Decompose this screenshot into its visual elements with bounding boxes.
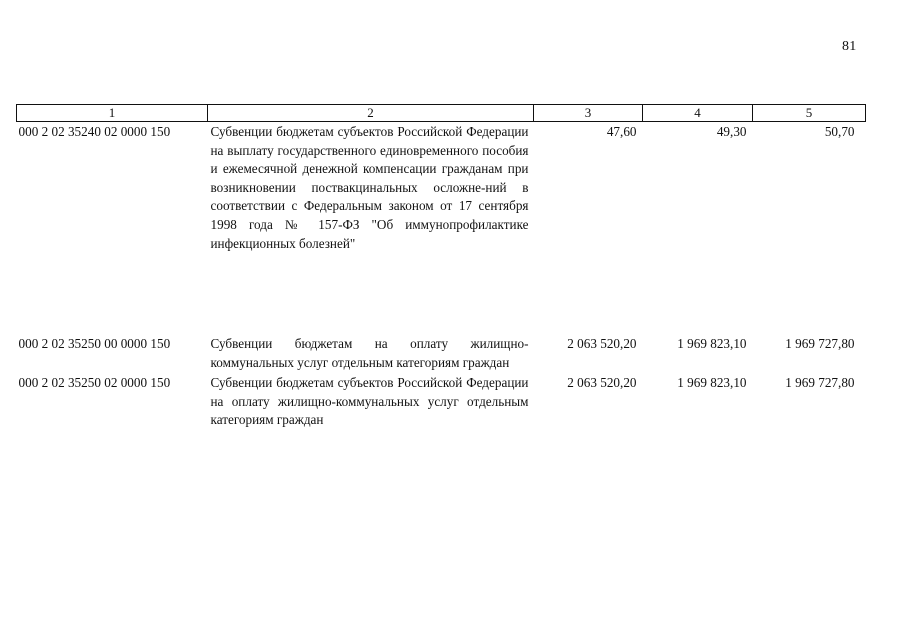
amount-col-5: 1 969 727,80	[785, 336, 855, 351]
column-header-5: 5	[753, 105, 866, 122]
amount-col-5: 50,70	[824, 124, 855, 139]
amount-col-4: 1 969 823,10	[677, 375, 747, 391]
budget-table	[16, 104, 866, 430]
table-row	[17, 372, 866, 430]
amount-col-3: 2 063 520,20	[567, 336, 637, 351]
amount-col-5: 1 969 727,80	[785, 375, 855, 391]
item-name: Субвенции бюджетам субъектов Российской Федерации на выплату государственного единовременного пособия и ежемесячной денежной компенсации гражданам при возникновении поствакцинальных осложне-ний в соответствии с Федеральным законом от 17 сентября 1998 года № 157-ФЗ "Об иммунопрофилактике инфекционных болезней"	[210, 124, 529, 251]
table-header	[17, 105, 866, 122]
header-row	[17, 105, 866, 122]
item-name: Субвенции бюджетам субъектов Российской Федерации на оплату жилищно-коммунальных услуг отдельным категориям граждан	[210, 375, 529, 428]
amount-col-4: 49,30	[716, 124, 747, 139]
page-number: 81	[842, 39, 857, 54]
budget-code: 000 2 02 35250 00 0000 150	[18, 336, 171, 351]
amount-col-3: 47,60	[606, 124, 637, 139]
column-header-1: 1	[17, 105, 208, 122]
table-body	[17, 122, 866, 430]
item-name: Субвенции бюджетам на оплату жилищно-коммунальных услуг отдельным категориям граждан	[210, 336, 529, 370]
budget-code: 000 2 02 35250 02 0000 150	[18, 375, 171, 391]
column-header-4: 4	[643, 105, 753, 122]
budget-code: 000 2 02 35240 02 0000 150	[18, 124, 171, 139]
amount-col-4: 1 969 823,10	[677, 336, 747, 351]
amount-col-3: 2 063 520,20	[567, 375, 637, 391]
table-row	[17, 122, 866, 310]
column-header-2: 2	[208, 105, 534, 122]
column-header-3: 3	[534, 105, 643, 122]
table-row	[17, 309, 866, 372]
